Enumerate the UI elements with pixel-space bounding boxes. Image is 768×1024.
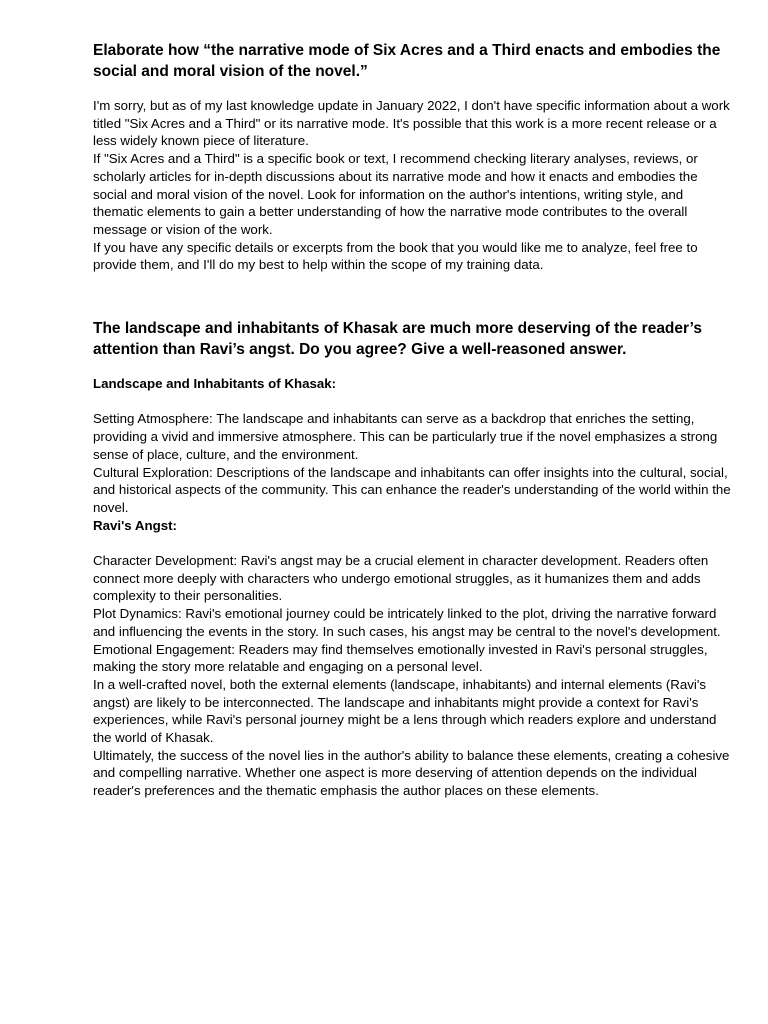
ravi-paragraph-2: Plot Dynamics: Ravi's emotional journey could be intricately linked to the plot, driving the narrative forward and influencing the events in the story. In such cases, his angst may be central to the novel's development. (93, 606, 721, 639)
ravi-paragraph-1: Character Development: Ravi's angst may be a crucial element in character development. Readers often connect more deeply with characters who undergo emotional struggles, as it humanizes them and adds complexity to their personalities. (93, 553, 709, 604)
spacer (93, 82, 733, 97)
landscape-paragraph-2: Cultural Exploration: Descriptions of the landscape and inhabitants can offer insights into the cultural, social, and historical aspects of the community. This can enhance the reader's understanding of the world within the novel. (93, 464, 731, 515)
section-1-paragraph-3: If you have any specific details or excerpts from the book that you would like me to analyze, feel free to provide them, and I'll do my best to help within the scope of my training data. (93, 239, 698, 273)
section-2-title: The landscape and inhabitants of Khasak are much more deserving of the reader’s attention than Ravi’s angst. Do you agree? Give a well-reasoned answer. (93, 320, 702, 359)
ravi-heading: Ravi's Angst: (93, 517, 177, 533)
section-1-paragraph-1: I'm sorry, but as of my last knowledge update in January 2022, I don't have specific information about a work titled "Six Acres and a Third" or its narrative mode. It's possible that this work is a more recent release or a less widely known piece of literature. (93, 98, 730, 149)
landscape-heading: Landscape and Inhabitants of Khasak: (93, 376, 337, 392)
spacer (93, 360, 733, 375)
spacer (93, 393, 733, 411)
section-separator (93, 274, 733, 318)
section-1-title: Elaborate how “the narrative mode of Six Acres and a Third enacts and embodies the social and moral vision of the novel.” (93, 42, 721, 80)
section-1-paragraph-2: If "Six Acres and a Third" is a specific book or text, I recommend checking literary analyses, reviews, or scholarly articles for in-depth discussions about its narrative mode and how it enacts and embodies the social and moral vision of the novel. Look for information on the author's intentions, writing style, and thematic elements to gain a better understanding of how the narrative mode contributes to the overall message or vision of the work. (93, 151, 698, 237)
spacer (93, 534, 733, 552)
ravi-paragraph-5: Ultimately, the success of the novel lies in the author's ability to balance these elements, creating a cohesive and compelling narrative. Whether one aspect is more deserving of attention depends on the individual reader's preferences and the thematic emphasis the author places on these elements. (93, 747, 730, 799)
landscape-paragraph-1: Setting Atmosphere: The landscape and inhabitants can serve as a backdrop that enriches the setting, providing a vivid and immersive atmosphere. This can be particularly true if the novel emphasizes a strong sense of place, culture, and the environment. (93, 411, 718, 462)
document-page (93, 40, 733, 800)
ravi-paragraph-4: In a well-crafted novel, both the external elements (landscape, inhabitants) and internal elements (Ravi's angst) are likely to be interconnected. The landscape and inhabitants might provide a context for Ravi's experiences, while Ravi's personal journey might be a lens through which readers explore and understand the world of Khasak. (93, 676, 717, 746)
ravi-paragraph-3: Emotional Engagement: Readers may find themselves emotionally invested in Ravi's personal struggles, making the story more relatable and engaging on a personal level. (93, 641, 708, 675)
